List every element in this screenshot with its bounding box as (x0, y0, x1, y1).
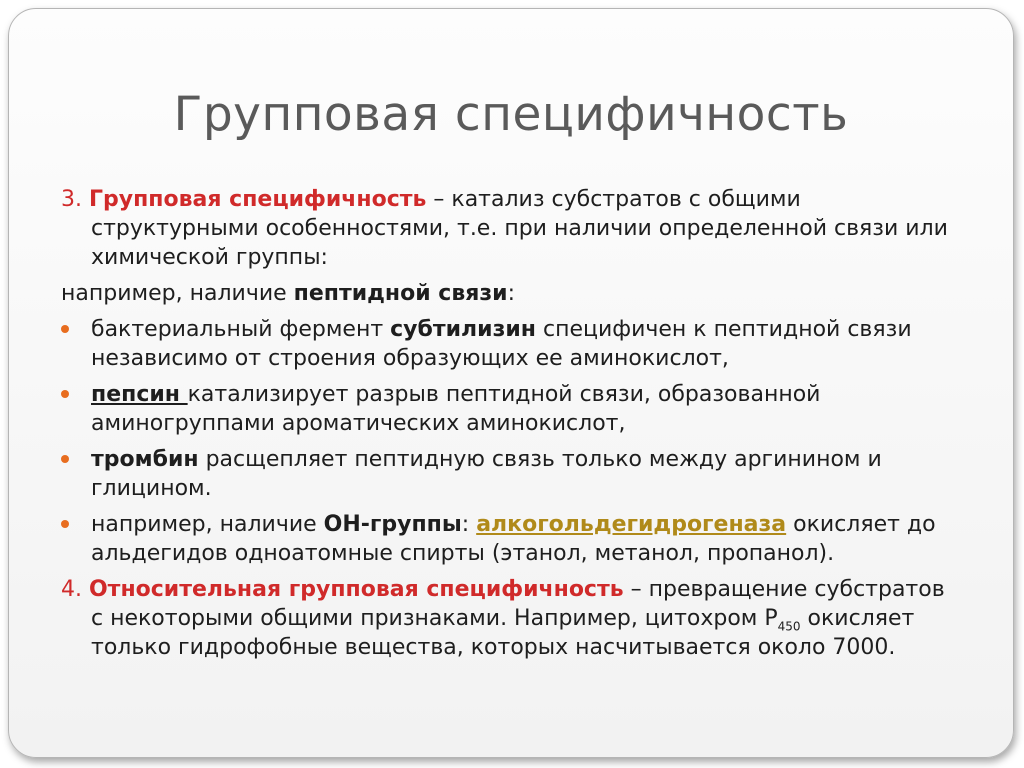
slide-title: Групповая специфичность (173, 87, 849, 142)
paragraph-group-specificity (61, 185, 961, 272)
bullet-item-oh-group (61, 510, 961, 568)
example-prefix: например, наличие (61, 281, 294, 306)
definition-text: – катализ субстратов с общими структурными особенностями, т.е. при наличии определенной связи или химической группы: (91, 187, 948, 270)
bullet-item-subtilisin (61, 315, 961, 373)
bullet-dot-icon (61, 325, 69, 333)
definition-text: окисляет только гидрофобные вещества, которых насчитывается около 7000. (91, 606, 915, 660)
term-thrombin: тромбин (91, 447, 199, 472)
bullet-dot-icon (61, 520, 69, 528)
subscript-450: 450 (777, 619, 801, 634)
example-suffix: : (507, 281, 516, 306)
item-number: 3. (61, 187, 89, 212)
bullet-text: окисляет до альдегидов одноатомные спирты (этанол, метанол, пропанол). (91, 512, 936, 566)
paragraph-relative-specificity (61, 575, 961, 662)
term-relative-group-specificity: Относительная групповая специфичность (88, 577, 624, 602)
term-peptide-bond: пептидной связи (293, 281, 508, 306)
bullet-text: специфичен к пептидной связи независимо от строения образующих ее аминокислот, (91, 317, 912, 371)
slide-body (61, 185, 961, 669)
term-oh-group: ОН-группы (323, 512, 462, 537)
item-number: 4. (61, 577, 89, 602)
paragraph-example-peptide (61, 279, 961, 308)
bullet-dot-icon (61, 455, 69, 463)
term-subtilisin: субтилизин (390, 317, 536, 342)
bullet-item-thrombin (61, 445, 961, 503)
term-pepsin: пепсин (91, 382, 188, 407)
term-group-specificity: Групповая специфичность (88, 187, 427, 212)
bullet-dot-icon (61, 390, 69, 398)
bullet-text: например, наличие (91, 512, 324, 537)
bullet-text: катализирует разрыв пептидной связи, образованной аминогруппами ароматических аминокислот, (91, 382, 821, 436)
link-alcohol-dehydrogenase[interactable]: алкогольдегидрогеназа (476, 512, 787, 537)
bullet-item-pepsin (61, 380, 961, 438)
bullet-text: : (461, 512, 477, 537)
slide (8, 8, 1014, 758)
bullet-text: расщепляет пептидную связь только между аргинином и глицином. (91, 447, 882, 501)
definition-text: – превращение субстратов с некоторыми общими признаками. Например, цитохром Р (91, 577, 945, 631)
bullet-text: бактериальный фермент (91, 317, 391, 342)
